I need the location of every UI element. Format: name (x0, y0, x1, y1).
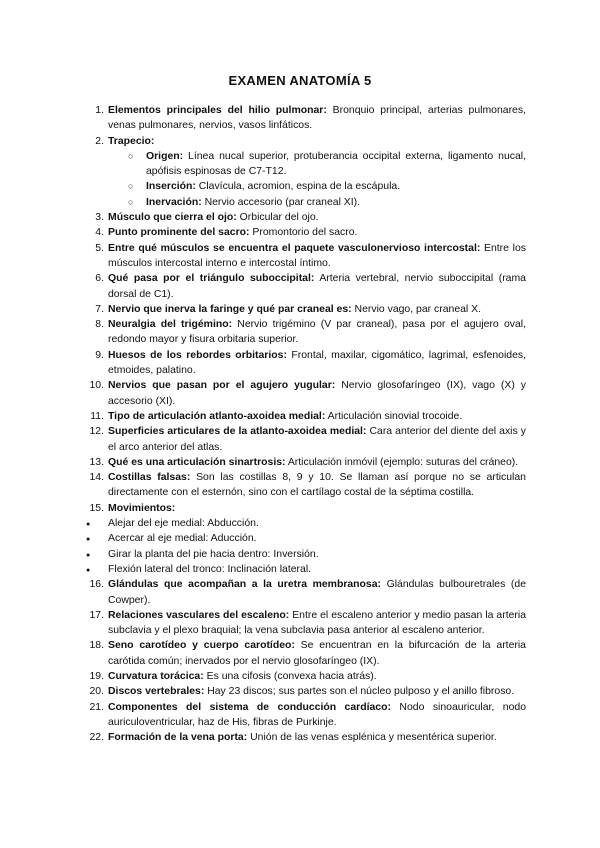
item-text: Frontal, maxilar, cigomático, lagrimal, esfenoides, etmoides, palatino. (108, 349, 527, 377)
question-item (84, 241, 526, 272)
sub-list-item (84, 195, 526, 210)
item-text: Hay 23 discos; sus partes son el núcleo pulposo y el anillo fibroso. (204, 686, 515, 698)
item-text: Nervio vago, par craneal X. (351, 303, 482, 315)
question-item (84, 684, 526, 699)
item-text: Orbicular del ojo. (236, 212, 319, 224)
item-label: Glándulas que acompañan a la uretra membranosa: (108, 579, 382, 591)
item-text: Articulación sinovial trocoide. (325, 410, 463, 422)
circle-bullet-icon: ○ (128, 181, 134, 192)
question-item (84, 271, 526, 302)
question-item (84, 608, 526, 639)
question-item (84, 302, 526, 317)
item-label: Tipo de articulación atlanto-axoidea medial: (108, 410, 326, 422)
bullet-icon: ● (86, 566, 91, 574)
item-label: Trapecio: (108, 135, 155, 147)
question-item (84, 470, 526, 501)
item-text: Cara anterior del diente del axis y el arco anterior del atlas. (108, 426, 527, 453)
page-title: EXAMEN ANATOMÍA 5 (228, 73, 372, 88)
item-number: 9. (95, 349, 104, 361)
item-label: Entre qué músculos se encuentra el paquete vasculonervioso intercostal: (108, 242, 481, 254)
item-text: Línea nucal superior, protuberancia occipital externa, ligamento nucal, apófisis espinosas de C7-T12. (146, 150, 526, 178)
item-label: Neuralgia del trigémino: (108, 319, 233, 331)
item-number: 6. (95, 273, 104, 285)
item-number: 11. (90, 410, 104, 422)
item-text: Nodo sinoauricular, nodo auriculoventricular, haz de His, fibras de Purkinje. (108, 701, 526, 728)
item-text: Girar la planta del pie hacia dentro: Inversión. (108, 548, 319, 560)
item-label: Discos vertebrales: (108, 686, 205, 698)
item-label: Inserción: (146, 181, 196, 193)
question-item (84, 424, 526, 455)
item-text: Clavícula, acromion, espina de la escápula. (195, 181, 401, 193)
item-number: 3. (95, 212, 104, 224)
circle-bullet-icon: ○ (128, 196, 134, 207)
question-item (84, 730, 526, 745)
item-number: 10. (89, 380, 104, 392)
item-label: Superficies articulares de la atlanto-axoidea medial: (108, 426, 367, 438)
bullet-icon: ● (86, 551, 91, 559)
item-label: Nervio que inerva la faringe y qué par craneal es: (108, 303, 352, 315)
item-number: 2. (95, 135, 104, 147)
item-number: 17. (89, 609, 104, 621)
sub-list-item (84, 179, 526, 194)
item-text: Unión de las venas esplénica y mesentérica superior. (247, 732, 497, 744)
item-text: Flexión lateral del tronco: Inclinación lateral. (108, 563, 312, 575)
item-label: Huesos de los rebordes orbitarios: (108, 349, 287, 361)
item-label: Nervios que pasan por el agujero yugular: (108, 380, 336, 392)
question-item (84, 225, 526, 240)
item-text: Nervio accesorio (par craneal XI). (201, 196, 361, 208)
item-label: Punto prominente del sacro: (108, 227, 250, 239)
item-label: Inervación: (146, 196, 202, 208)
item-text: Entre el escaleno anterior y medio pasan la arteria subclavia y el plexo braquial; la vena subclavia pasa anterior al escaleno anterior. (108, 609, 527, 637)
item-label: Músculo que cierra el ojo: (108, 212, 237, 224)
question-list (84, 103, 526, 745)
question-item (84, 409, 526, 424)
item-number: 14. (89, 472, 104, 484)
question-item (84, 378, 526, 409)
item-number: 5. (95, 242, 104, 254)
question-item (84, 501, 526, 516)
item-number: 15. (89, 502, 104, 514)
item-text: Entre los músculos intercostal interno e intercostal íntimo. (108, 242, 526, 269)
item-label: Relaciones vasculares del escaleno: (108, 609, 290, 621)
item-label: Curvatura torácica: (108, 670, 204, 682)
question-item (84, 134, 526, 149)
item-text: Acercar al eje medial: Aducción. (108, 533, 257, 545)
item-label: Costillas falsas: (108, 472, 191, 484)
item-text: Alejar del eje medial: Abducción. (108, 518, 259, 530)
item-text: Es una cifosis (convexa hacia atrás). (203, 670, 377, 682)
item-text: Nervio glosofaríngeo (IX), vago (X) y accesorio (XI). (108, 380, 526, 407)
item-label: Seno carotídeo y cuerpo carotídeo: (108, 640, 295, 652)
item-number: 8. (95, 319, 104, 331)
item-text: Glándulas bulbouretrales (de Cowper). (108, 579, 526, 606)
item-number: 4. (95, 227, 104, 239)
question-item (84, 577, 526, 608)
question-item (84, 700, 526, 731)
item-text: Arteria vertebral, nervio suboccipital (rama dorsal de C1). (108, 273, 526, 300)
item-label: Qué pasa por el triángulo suboccipital: (108, 273, 315, 285)
question-item (84, 103, 526, 134)
item-number: 16. (89, 579, 104, 591)
item-text: Se encuentran en la bifurcación de la arteria carótida común; inervados por el nervio glosofaríngeo (IX). (108, 640, 526, 667)
item-label: Elementos principales del hilio pulmonar: (108, 105, 327, 116)
question-item (84, 669, 526, 684)
item-number: 18. (89, 640, 104, 652)
item-label: Qué es una articulación sinartrosis: (108, 456, 286, 468)
item-text: Nervio trigémino (V par craneal), pasa por el agujero oval, redondo mayor y fisura orbitaria superior. (108, 319, 526, 346)
item-text: Promontorio del sacro. (249, 227, 358, 239)
item-number: 7. (95, 303, 104, 315)
item-number: 20. (89, 686, 104, 698)
question-item (84, 638, 526, 669)
item-label: Componentes del sistema de conducción cardíaco: (108, 701, 391, 713)
circle-bullet-icon: ○ (128, 150, 134, 161)
bullet-icon: ● (86, 521, 91, 529)
bullet-list-item (84, 516, 526, 531)
item-text: Bronquio principal, arterias pulmonares, venas pulmonares, nervios, vasos linfáticos. (108, 105, 526, 132)
item-number: 1. (95, 105, 104, 116)
question-item (84, 317, 526, 348)
bullet-list-item (84, 562, 526, 577)
item-label: Formación de la vena porta: (108, 732, 248, 744)
item-number: 12. (89, 426, 104, 438)
question-item (84, 210, 526, 225)
item-number: 22. (89, 732, 104, 744)
bullet-list-item (84, 547, 526, 562)
item-label: Movimientos: (108, 502, 176, 514)
item-text: Son las costillas 8, 9 y 10. Se llaman así porque no se articulan directamente con el esternón, sino con el cartílago costal de la séptima costilla. (108, 472, 526, 499)
item-number: 13. (89, 456, 104, 468)
bullet-list-item (84, 531, 526, 546)
item-text: Articulación inmóvil (ejemplo: suturas del cráneo). (285, 456, 519, 468)
item-number: 19. (89, 670, 104, 682)
bullet-icon: ● (86, 536, 91, 544)
question-item (84, 455, 526, 470)
item-number: 21. (89, 701, 104, 713)
question-item (84, 348, 526, 379)
sub-list-item (84, 149, 526, 180)
item-label: Origen: (146, 150, 184, 162)
